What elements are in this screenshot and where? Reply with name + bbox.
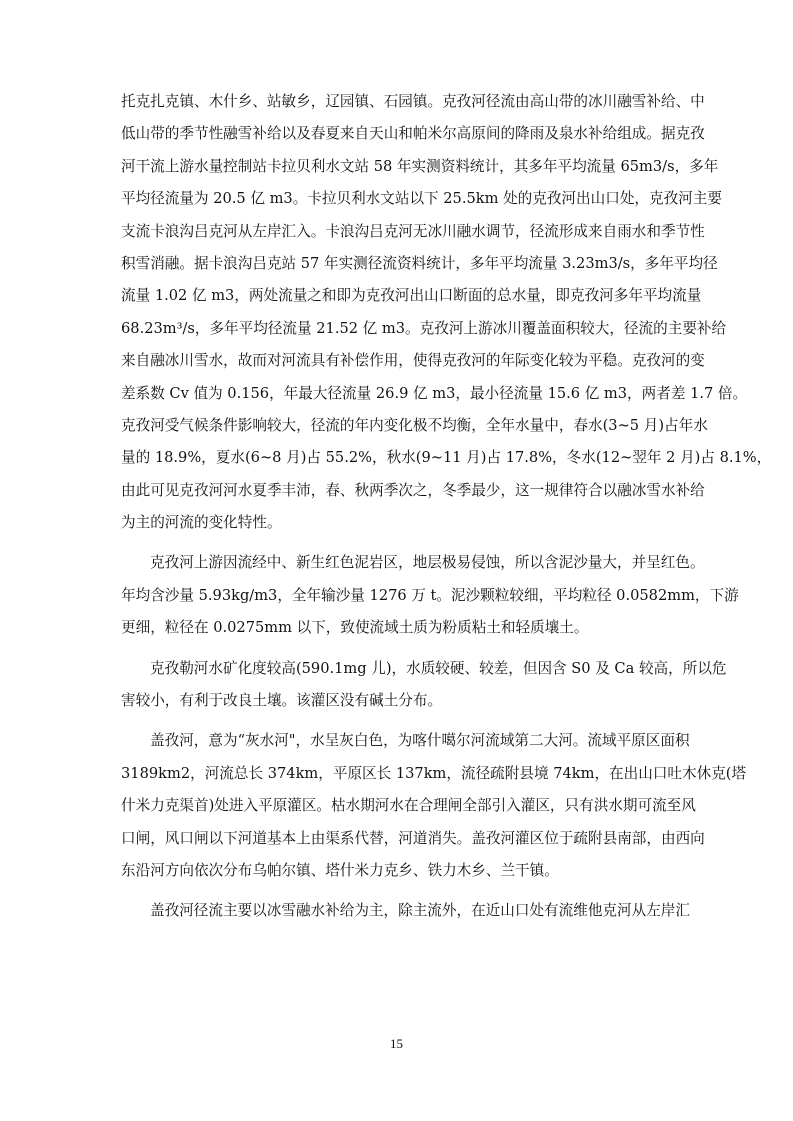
page-number: 15: [390, 1036, 403, 1051]
text-line: 克孜河上游因流经中、新生红色泥岩区，地层极易侵蚀，所以含泥沙量大，并呈红色。: [150, 554, 705, 572]
paragraph: [121, 653, 727, 718]
text-line: 差系数 Cv 值为 0.156，年最大径流量 26.9 亿 m3，最小径流量 15.6 亿 m3，两者差 1.7 倍。: [121, 384, 748, 402]
text-line: 什米力克渠首)处进入平原灌区。枯水期河水在合理闸全部引入灌区，只有洪水期可流至风: [121, 797, 696, 815]
text-line: 河干流上游水量控制站卡拉贝利水文站 58 年实测资料统计，其多年平均流量 65m3/s，多年: [121, 157, 719, 175]
text-line: 盖孜河，意为“灰水河"，水呈灰白色，为喀什噶尔河流域第二大河。流域平原区面积: [150, 732, 690, 750]
text-line: 由此可见克孜河河水夏季丰沛，春、秋两季次之，冬季最少，这一规律符合以融冰雪水补给: [121, 481, 705, 499]
text-line: 盖孜河径流主要以冰雪融水补给为主，除主流外，在近山口处有流维他克河从左岸汇: [150, 902, 690, 920]
text-line: 68.23m³/s，多年平均径流量 21.52 亿 m3。克孜河上游冰川覆盖面积较大，径流的主要补给: [121, 319, 727, 337]
body-text: [121, 86, 772, 936]
text-line: 平均径流量为 20.5 亿 m3。卡拉贝利水文站以下 25.5km 处的克孜河出山口处，克孜河主要: [121, 190, 722, 208]
text-line: 积雪消融。据卡浪沟吕克站 57 年实测径流资料统计，多年平均流量 3.23m3/s，多年平均径: [121, 254, 718, 272]
paragraph: [121, 895, 690, 927]
text-line: 克孜河受气候条件影响较大，径流的年内变化极不均衡，全年水量中，春水(3~5 月)占年水: [121, 416, 708, 434]
paragraph: [121, 86, 772, 539]
text-line: 来自融冰川雪水，故而对河流具有补偿作用，使得克孜河的年际变化较为平稳。克孜河的变: [121, 352, 705, 370]
text-line: 支流卡浪沟吕克河从左岸汇入。卡浪沟吕克河无冰川融水调节，径流形成来自雨水和季节性: [121, 222, 705, 240]
text-line: 流量 1.02 亿 m3，两处流量之和即为克孜河出山口断面的总水量，即克孜河多年平均流量: [121, 287, 702, 305]
text-line: 为主的河流的变化特性。: [121, 514, 282, 532]
text-line: 3189km2，河流总长 374km，平原区长 137km，流径疏附县境 74km，在出山口吐木休克(塔: [121, 764, 747, 782]
text-line: 更细，粒径在 0.0275mm 以下，致使流域土质为粉质粘土和轻质壤土。: [121, 619, 589, 637]
text-line: 东沿河方向依次分布乌帕尔镇、塔什米力克乡、铁力木乡、兰干镇。: [121, 861, 559, 879]
text-line: 低山带的季节性融雪补给以及春夏来自天山和帕米尔高原间的降雨及泉水补给组成。据克孜: [121, 125, 705, 143]
paragraph: [121, 725, 747, 887]
paragraph: [121, 547, 739, 644]
text-line: 克孜勒河水矿化度较高(590.1mg 儿)，水质较硬、较差，但因含 S0 及 Ca 较高，所以危: [150, 659, 727, 677]
text-line: 口闸，风口闸以下河道基本上由渠系代替，河道消失。盖孜河灌区位于疏附县南部，由西向: [121, 829, 705, 847]
text-line: 害较小，有利于改良土壤。该灌区没有碱土分布。: [121, 692, 443, 710]
text-line: 托克扎克镇、木什乡、站敏乡，辽园镇、石园镇。克孜河径流由高山带的冰川融雪补给、中: [121, 93, 705, 110]
text-line: 年均含沙量 5.93kg/m3，全年输沙量 1276 万 t。泥沙颗粒较细，平均粒径 0.0582mm，下游: [121, 586, 739, 604]
text-line: 量的 18.9%，夏水(6~8 月)占 55.2%，秋水(9~11 月)占 17.8%，冬水(12~翌年 2 月)占 8.1%，: [121, 449, 772, 467]
